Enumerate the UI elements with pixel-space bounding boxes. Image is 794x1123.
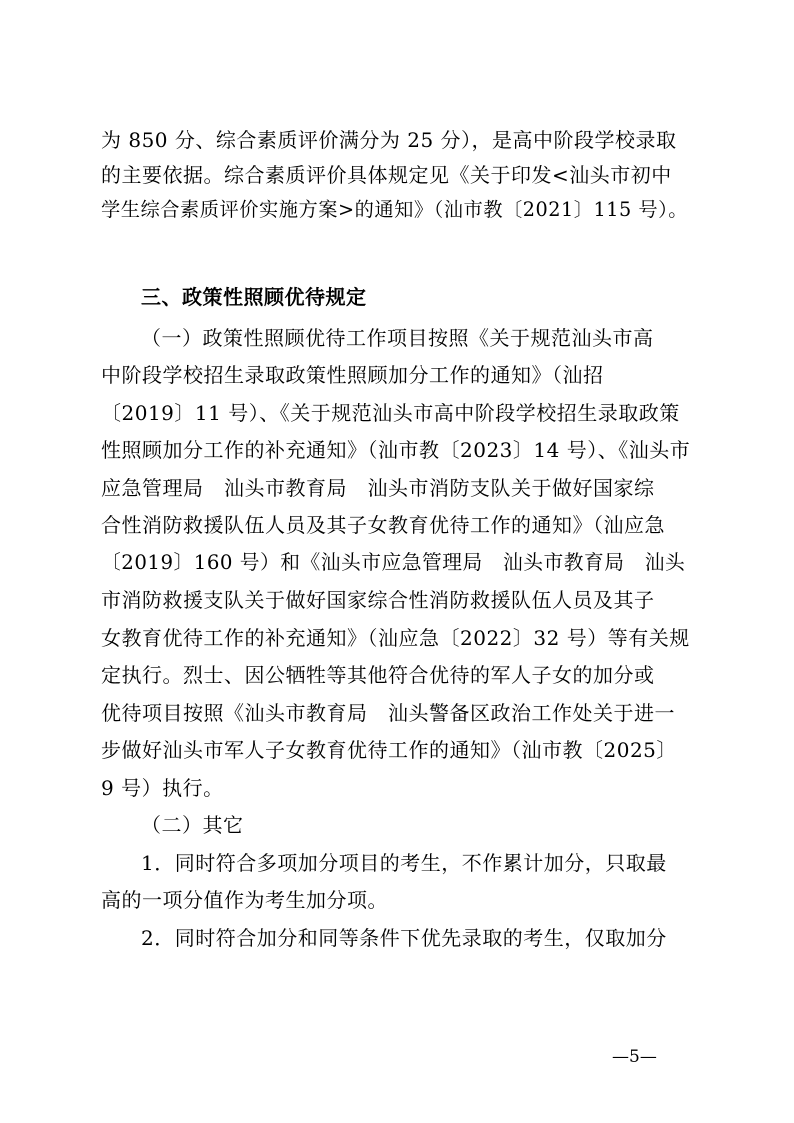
para2-line-9: 女教育优待工作的补充通知》（汕应急〔2022〕32 号）等有关规: [101, 626, 690, 650]
para1-line-3: 学生综合素质评价实施方案>的通知》（汕市教〔2021〕115 号）。: [101, 198, 688, 221]
para3-line-2: 高的一项分值作为考生加分项。: [101, 888, 388, 912]
para2-line-7: 〔2019〕160 号）和《汕头市应急管理局 汕头市教育局 汕头: [101, 551, 686, 574]
para2-line-1: （一）政策性照顾优待工作项目按照《关于规范汕头市高: [141, 326, 654, 350]
para1-line-1: 为 850 分、综合素质评价满分为 25 分），是高中阶段学校录取: [101, 128, 677, 152]
para2-line-10: 定执行。烈士、因公牺牲等其他符合优待的军人子女的加分或: [101, 663, 655, 687]
para2-line-5: 应急管理局 汕头市教育局 汕头市消防支队关于做好国家综: [101, 476, 655, 500]
subsection-heading: （二）其它: [141, 813, 244, 837]
para2-line-8: 市消防救援支队关于做好国家综合性消防救援队伍人员及其子: [101, 588, 655, 612]
para2-line-2: 中阶段学校招生录取政策性照顾加分工作的通知》（汕招: [101, 363, 604, 387]
para3-line-1: 1．同时符合多项加分项目的考生，不作累计加分，只取最: [141, 851, 667, 875]
para4-line-1: 2．同时符合加分和同等条件下优先录取的考生，仅取加分: [141, 926, 667, 950]
para2-line-4: 性照顾加分工作的补充通知》（汕市教〔2023〕14 号）、《汕头市: [101, 438, 691, 462]
section-heading: 三、政策性照顾优待规定: [141, 285, 367, 309]
para2-line-12: 步做好汕头市军人子女教育优待工作的通知》（汕市教〔2025〕: [101, 738, 677, 762]
para1-line-2: 的主要依据。综合素质评价具体规定见《关于印发<汕头市初中: [101, 163, 672, 187]
para2-line-3: 〔2019〕11 号）、《关于规范汕头市高中阶段学校招生录取政策: [101, 401, 680, 425]
para2-line-6: 合性消防救援队伍人员及其子女教育优待工作的通知》（汕应急: [101, 513, 665, 537]
para2-line-13: 9 号）执行。: [101, 776, 224, 800]
page-number: —5—: [612, 1047, 657, 1067]
para2-line-11: 优待项目按照《汕头市教育局 汕头警备区政治工作处关于进一: [101, 701, 675, 725]
